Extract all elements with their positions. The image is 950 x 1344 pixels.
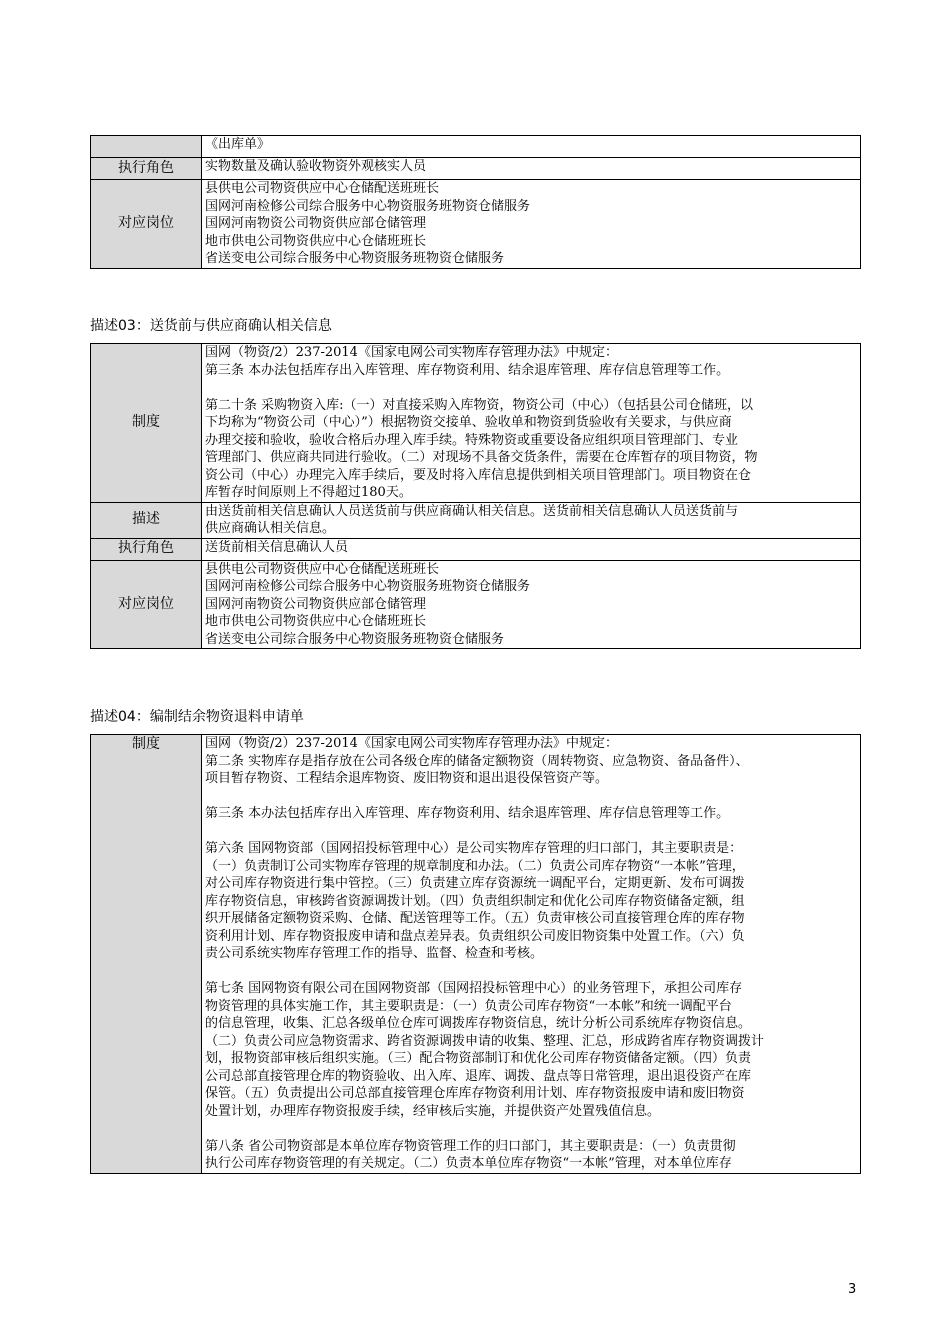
posts-list [202,180,861,269]
paragraph-gap [205,1120,857,1138]
role-label: 执行角色 [91,158,202,180]
rule-line: 对公司库存物资进行集中管控。（三）负责建立库存资源统一调配平台，定期更新、发布可调拨 [205,876,745,891]
rule-line: 划，报物资部审核后组织实施。（三）配合物资部制订和优化公司库存物资储备定额。（四）负责 [205,1051,752,1066]
posts-list [202,560,861,649]
post-item: 省送变电公司综合服务中心物资服务班物资仓储服务 [205,251,505,266]
rule-line: 下均称为“物资公司（中心）”）根据物资交接单、验收单和物资到货验收有关要求，与供应商 [205,415,732,430]
rule-line: 执行公司库存物资管理的有关规定。（二）负责本单位库存物资“一本帐”管理，对本单位库存 [205,1156,732,1171]
rule-line: 第三条 本办法包括库存出入库管理、库存物资利用、结余退库管理、库存信息管理等工作。 [205,806,730,821]
rule-line: 项目暂存物资、工程结余退库物资、废旧物资和退出退役保管资产等。 [205,771,609,786]
rule-line: 库暂存时间原则上不得超过180天。 [205,485,412,500]
post-item: 省送变电公司综合服务中心物资服务班物资仓储服务 [205,631,505,647]
rule-text [202,344,861,503]
table-section-04 [90,734,861,1174]
desc-text [202,502,861,538]
rule-line: （一）负责制订公司实物库存管理的规章制度和办法。（二）负责公司库存物资“一本帐”管理， [205,858,745,874]
rule-line: 第二条 实物库存是指存放在公司各级仓库的储备定额物资（周转物资、应急物资、备品备件）、 [205,753,749,769]
rule-line: 第八条 省公司物资部是本单位库存物资管理工作的归口部门，其主要职责是：（一）负责贯彻 [205,1138,736,1154]
rule-line: 资公司（中心）办理完入库手续后，要及时将入库信息提供到相关项目管理部门。项目物资在仓 [205,467,752,483]
empty-label-cell [91,136,202,158]
rule-line: 国网（物资/2）237-2014《国家电网公司实物库存管理办法》中规定： [205,345,618,360]
post-item: 国网河南物资公司物资供应部仓储管理 [205,216,427,231]
table-continued-section [90,135,861,269]
rule-line: 第六条 国网物资部（国网招投标管理中心）是公司实物库存管理的归口部门，其主要职责是： [205,841,743,856]
rule-line: 库存物资信息，审核跨省资源调拨计划。（四）负责组织制定和优化公司库存物资储备定额，组 [205,893,745,909]
rule-line: 第三条 本办法包括库存出入库管理、库存物资利用、结余退库管理、库存信息管理等工作。 [205,362,730,378]
post-item: 县供电公司物资供应中心仓储配送班班长 [205,561,440,577]
post-item: 国网河南检修公司综合服务中心物资服务班物资仓储服务 [205,198,531,214]
rule-line: 处置计划，办理库存物资报废手续，经审核后实施，并提供资产处置残值信息。 [205,1103,661,1119]
rule-line: 织开展储备定额物资采购、仓储、配送管理等工作。（五）负责审核公司直接管理仓库的库存物 [205,911,745,926]
rule-line: 管理部门、供应商共同进行验收。（二）对现场不具备交货条件，需要在仓库暂存的项目物资，物 [205,450,758,465]
post-item: 地市供电公司物资供应中心仓储班班长 [205,614,427,629]
rule-line: 保管。（五）负责提出公司总部直接管理仓库库存物资利用计划、库存物资报废申请和废旧物资 [205,1086,745,1101]
desc-label: 描述 [91,502,202,538]
rule-line: 的信息管理，收集、汇总各级单位仓库可调拨库存物资信息，统计分析公司系统库存物资信息。 [205,1016,752,1031]
rule-text [202,735,861,1174]
desc-line: 供应商确认相关信息。 [205,521,336,536]
rule-line: 第二十条 采购物资入库:（一）对直接采购入库物资，物资公司（中心）（包括县公司仓储班，以 [205,397,754,413]
section-04-heading: 描述04：编制结余物资退料申请单 [90,709,304,725]
paragraph-gap [205,788,857,806]
posts-label: 对应岗位 [91,560,202,649]
rule-label: 制度 [91,344,202,503]
rule-line: 第七条 国网物资有限公司在国网物资部（国网招投标管理中心）的业务管理下，承担公司库存 [205,981,743,996]
rule-line: （二）负责公司应急物资需求、跨省资源调拨申请的收集、整理、汇总，形成跨省库存物资调拨计 [205,1033,765,1049]
page-number: 3 [848,1282,857,1297]
rule-line: 资利用计划、库存物资报废申请和盘点差异表。负责组织公司废旧物资集中处置工作。（六）负 [205,928,745,944]
rule-label: 制度 [91,735,202,1174]
table-section-03 [90,343,861,649]
role-value: 实物数量及确认验收物资外观核实人员 [202,158,861,180]
continued-line: 《出库单》 [202,136,861,158]
paragraph-gap [205,823,857,841]
posts-label: 对应岗位 [91,180,202,269]
role-value: 送货前相关信息确认人员 [202,538,861,560]
desc-line: 由送货前相关信息确认人员送货前与供应商确认相关信息。送货前相关信息确认人员送货前与 [205,503,739,519]
post-item: 国网河南检修公司综合服务中心物资服务班物资仓储服务 [205,579,531,594]
paragraph-gap [205,963,857,981]
rule-line: 办理交接和验收，验收合格后办理入库手续。特殊物资或重要设备应组织项目管理部门、专业 [205,432,739,448]
rule-line: 责公司系统实物库存管理工作的指导、监督、检查和考核。 [205,946,544,961]
rule-line: 国网（物资/2）237-2014《国家电网公司实物库存管理办法》中规定： [205,736,618,751]
rule-line: 公司总部直接管理仓库的物资验收、出入库、退库、调拨、盘点等日常管理，退出退役资产在库 [205,1068,752,1084]
section-03-heading: 描述03：送货前与供应商确认相关信息 [90,318,332,334]
post-item: 地市供电公司物资供应中心仓储班班长 [205,233,427,249]
role-label: 执行角色 [91,538,202,560]
rule-line: 物资管理的具体实施工作，其主要职责是：（一）负责公司库存物资“一本帐”和统一调配平台 [205,998,732,1014]
paragraph-gap [205,379,857,397]
post-item: 国网河南物资公司物资供应部仓储管理 [205,596,427,612]
post-item: 县供电公司物资供应中心仓储配送班班长 [205,181,440,196]
